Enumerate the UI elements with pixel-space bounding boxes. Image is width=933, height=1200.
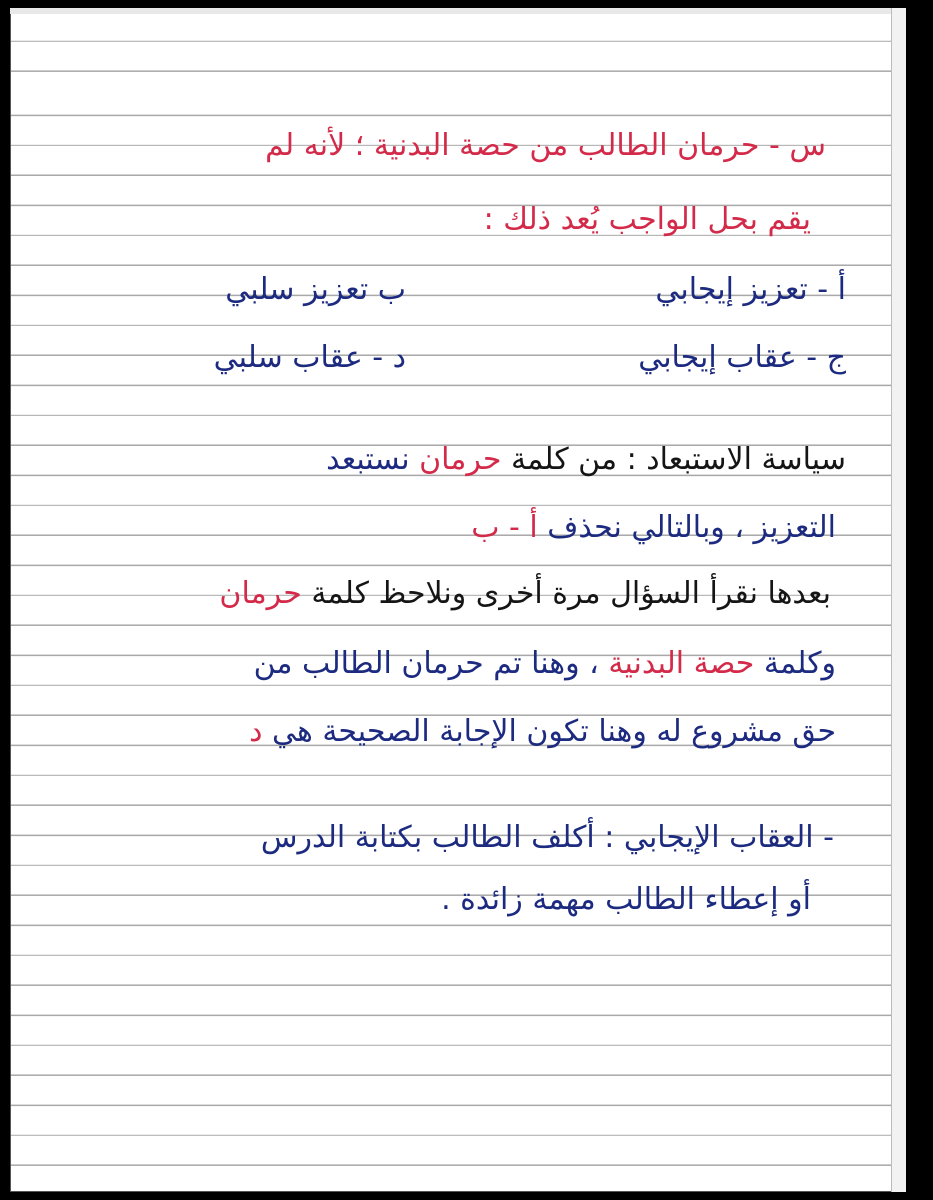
explanation-line-4-highlight: حصة البدنية (608, 646, 755, 681)
explanation-line-1 (326, 440, 846, 480)
page-binding-edge (891, 8, 906, 1192)
page-top-edge (10, 8, 906, 14)
explanation-line-1-end: نستبعد (326, 442, 410, 477)
option-b: ب تعزيز سلبي (225, 272, 406, 307)
option-a: أ - تعزيز إيجابي (655, 272, 846, 307)
explanation-line-2-highlight: أ - ب (471, 510, 538, 545)
explanation-line-2-text: التعزيز ، وبالتالي نحذف (547, 510, 836, 545)
explanation-line-3 (219, 574, 831, 614)
explanation-line-4-end: ، وهنا تم حرمان الطالب من (253, 646, 599, 681)
explanation-line-5-highlight: د (249, 714, 263, 749)
explanation-line-1-highlight: حرمان (419, 442, 502, 477)
explanation-line-3-text: بعدها نقرأ السؤال مرة أخرى ونلاحظ كلمة (311, 576, 831, 611)
explanation-line-4 (254, 644, 836, 684)
notebook-page (10, 8, 906, 1192)
note-line-2: أو إعطاء الطالب مهمة زائدة . (441, 882, 811, 917)
explanation-line-5 (249, 712, 836, 752)
explanation-line-2 (471, 508, 836, 548)
option-d: د - عقاب سلبي (213, 340, 406, 375)
note-line-1: - العقاب الإيجابي : أكلف الطالب بكتابة الدرس (260, 820, 834, 855)
explanation-line-5-text: حق مشروع له وهنا تكون الإجابة الصحيحة هي (271, 714, 836, 749)
explanation-line-4-text: وكلمة (763, 646, 836, 681)
explanation-line-1-text: سياسة الاستبعاد : من كلمة (510, 442, 846, 477)
explanation-line-3-highlight: حرمان (219, 576, 302, 611)
option-c: ج - عقاب إيجابي (638, 340, 846, 375)
question-line-1: س - حرمان الطالب من حصة البدنية ؛ لأنه لم (265, 128, 826, 163)
question-line-2: يقم بحل الواجب يُعد ذلك : (483, 202, 811, 237)
